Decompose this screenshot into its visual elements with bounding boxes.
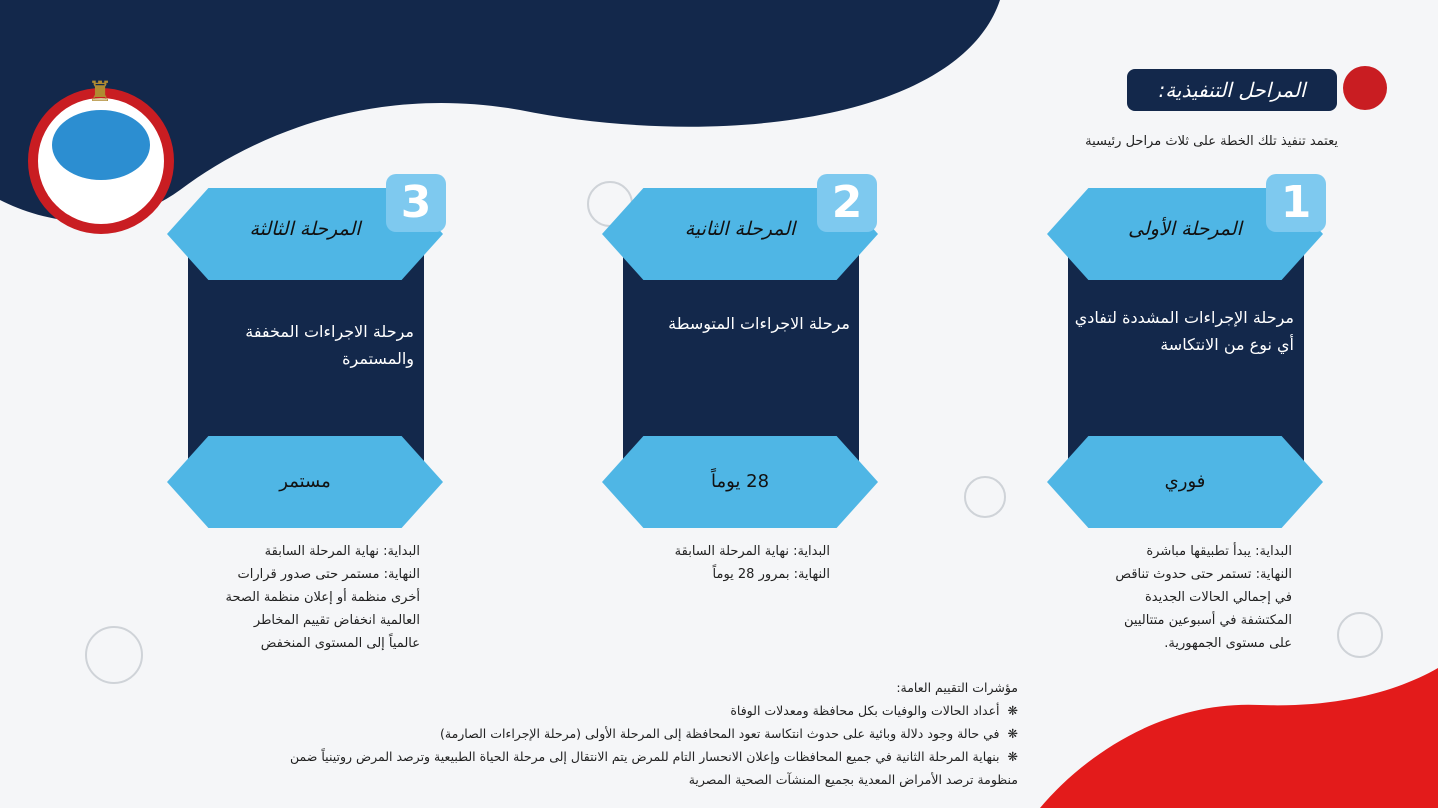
phase-1-title: المرحلة الأولى	[1128, 218, 1242, 240]
assessment-indicators	[200, 676, 1018, 791]
phase-3-description: مرحلة الاجراءات المخففة والمستمرة	[245, 322, 414, 368]
virus-icon	[1343, 66, 1387, 110]
family-emblem-icon	[52, 110, 150, 180]
note-line: النهاية: تستمر حتى حدوث تناقص	[1115, 567, 1292, 582]
phase-2-description: مرحلة الاجراءات المتوسطة	[668, 314, 850, 333]
phase-3-notes	[196, 540, 420, 655]
note-line: العالمية انخفاض تقييم المخاطر	[253, 613, 420, 628]
indicators-list	[200, 699, 1018, 791]
bullet-icon: ❋	[1007, 749, 1018, 764]
phase-1-duration: فوري	[1164, 471, 1206, 492]
bullet-icon: ❋	[1007, 726, 1018, 741]
logo-arabic-text: وزارة الصحة والسكان	[42, 205, 160, 218]
logo-english-text: Ministry of Health & Population	[46, 194, 156, 202]
note-line: عالمياً إلى المستوى المنخفض	[260, 636, 420, 651]
list-item: ❋أعداد الحالات والوفيات بكل محافظة ومعدلات الوفاة	[730, 703, 1018, 718]
phase-3-title: المرحلة الثالثة	[249, 218, 361, 240]
phase-2-number: 2	[817, 174, 877, 232]
phase-1-number: 1	[1266, 174, 1326, 232]
phase-1-notes	[1082, 540, 1292, 655]
note-line: المكتشفة في أسبوعين متتاليين	[1124, 613, 1292, 628]
red-wave-shape	[1040, 668, 1438, 808]
list-item: ❋بنهاية المرحلة الثانية في جميع المحافظات وإعلان الانحسار التام للمرض يتم الانتقال إلى مرحلة الحياة الطبيعية وترصد المرض روتينياً ضمن	[290, 749, 1018, 764]
phase-2-notes	[620, 540, 830, 586]
note-line: على مستوى الجمهورية.	[1164, 636, 1292, 651]
phase-1-description: مرحلة الإجراءات المشددة لتفادي أي نوع من الانتكاسة	[1074, 308, 1294, 354]
note-line: النهاية: بمرور 28 يوماً	[712, 567, 830, 582]
phase-2-duration: 28 يوماً	[710, 471, 770, 492]
list-item: ❋في حالة وجود دلالة وبائية على حدوث انتكاسة تعود المحافظة إلى المرحلة الأولى (مرحلة الإجراءات الصارمة)	[440, 726, 1018, 741]
note-line: النهاية: مستمر حتى صدور قرارات	[237, 567, 420, 582]
phase-2-title: المرحلة الثانية	[684, 218, 796, 240]
eagle-emblem-icon: ♜	[87, 75, 113, 108]
intro-text: يعتمد تنفيذ تلك الخطة على ثلاث مراحل رئيسية	[1085, 134, 1338, 149]
indicators-heading: مؤشرات التقييم العامة:	[896, 680, 1018, 695]
phase-3-duration: مستمر	[279, 471, 331, 492]
note-line: أخرى منظمة أو إعلان منظمة الصحة	[225, 590, 420, 605]
note-line: البداية: يبدأ تطبيقها مباشرة	[1146, 544, 1292, 559]
list-item-continuation: منظومة ترصد الأمراض المعدية بجميع المنشآت الصحية المصرية	[688, 772, 1018, 787]
note-line: البداية: نهاية المرحلة السابقة	[264, 544, 420, 559]
note-line: البداية: نهاية المرحلة السابقة	[674, 544, 830, 559]
phase-3-number: 3	[386, 174, 446, 232]
section-title: المراحل التنفيذية:	[1127, 69, 1337, 111]
note-line: في إجمالي الحالات الجديدة	[1145, 590, 1292, 605]
bullet-icon: ❋	[1007, 703, 1018, 718]
